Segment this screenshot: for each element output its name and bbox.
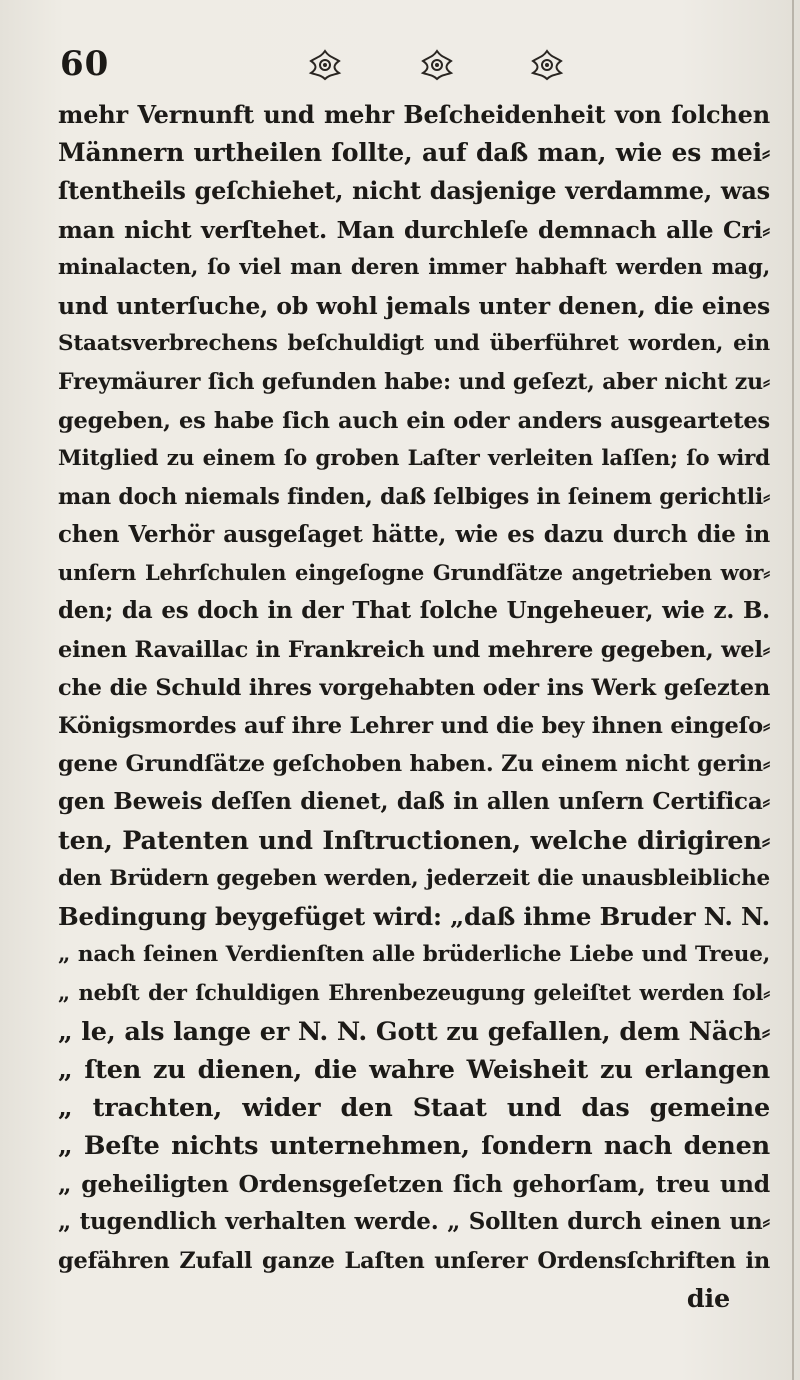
text-line: Mitglied zu einem ſo groben Laſter verleiten laſſen; ſo wird — [58, 445, 770, 471]
text-line: „ nach ſeinen Verdienſten alle brüderliche Liebe und Treue, — [58, 942, 770, 968]
text-line: ten, Patenten und Inſtructionen, welche dirigiren⸗ — [58, 825, 770, 856]
text-line: Bedingung beygefüget wird: „daß ihme Bruder N. N. — [58, 901, 770, 931]
text-line: mehr Vernunft und mehr Beſcheidenheit von ſolchen — [58, 100, 770, 129]
text-line: „ le, als lange er N. N. Gott zu gefallen, dem Näch⸗ — [58, 1016, 770, 1047]
catchword: die — [686, 1283, 730, 1314]
text-line: „ Beſte nichts unternehmen, ſondern nach denen — [58, 1131, 770, 1162]
ornament-rosette-icon — [530, 48, 564, 82]
page-number: 60 — [60, 44, 110, 84]
text-line: gefähren Zufall ganze Laſten unſerer Ordensſchriften in — [58, 1247, 770, 1274]
text-line: einen Ravaillac in Frankreich und mehrere gegeben, wel⸗ — [58, 636, 770, 663]
text-line: Staatsverbrechens beſchuldigt und überführet worden, ein — [58, 331, 770, 357]
text-line: „ geheiligten Ordensgeſetzen ſich gehorſam, treu und — [58, 1170, 770, 1199]
text-line: „ trachten, wider den Staat und das gemeine — [58, 1092, 770, 1123]
header-ornaments — [308, 38, 608, 98]
text-line: che die Schuld ihres vorgehabten oder ins Werk geſezten — [58, 674, 770, 701]
text-line: den Brüdern gegeben werden, jederzeit die unausbleibliche — [58, 865, 770, 891]
text-line: „ tugendlich verhalten werde. „ Sollten durch einen un⸗ — [58, 1208, 770, 1236]
text-line: Männern urtheilen ſollte, auf daß man, wie es mei⸗ — [58, 138, 770, 168]
ornament-rosette-icon — [420, 48, 454, 82]
text-line: den; da es doch in der That ſolche Ungeheuer, wie z. B. — [58, 597, 770, 625]
text-line: „ nebſt der ſchuldigen Ehrenbezeugung geleiſtet werden ſol⸗ — [58, 980, 770, 1006]
text-line: gen Beweis deſſen dienet, daß in allen unſern Certifica⸗ — [58, 788, 770, 816]
text-line: Königsmordes auf ihre Lehrer und die bey ihnen eingeſo⸗ — [58, 713, 770, 739]
ornament-rosette-icon — [308, 48, 342, 82]
text-line: gegeben, es habe ſich auch ein oder anders ausgeartetes — [58, 407, 770, 434]
text-line: unſern Lehrſchulen eingeſogne Grundſätze angetrieben wor⸗ — [58, 560, 770, 586]
text-line: gene Grundſätze geſchoben haben. Zu einem nicht gerin⸗ — [58, 751, 770, 778]
text-line: „ ſten zu dienen, die wahre Weisheit zu erlangen — [58, 1054, 770, 1085]
text-line: Freymäurer ſich gefunden habe: und geſezt, aber nicht zu⸗ — [58, 369, 770, 396]
body-text — [58, 96, 770, 1318]
text-line: und unterſuche, ob wohl jemals unter denen, die eines — [58, 291, 770, 320]
page-header — [60, 38, 760, 98]
text-line: chen Verhör ausgeſaget hätte, wie es dazu durch die in — [58, 521, 770, 549]
text-line: man doch niemals finden, daß ſelbiges in ſeinem gerichtli⸗ — [58, 483, 770, 510]
text-line: ſtentheils geſchiehet, nicht dasjenige verdamme, was — [58, 176, 770, 206]
text-line: minalacten, ſo viel man deren immer habhaft werden mag, — [58, 254, 770, 280]
text-line: man nicht verſtehet. Man durchleſe demnach alle Cri⸗ — [58, 215, 770, 244]
page-edge — [792, 0, 794, 1380]
